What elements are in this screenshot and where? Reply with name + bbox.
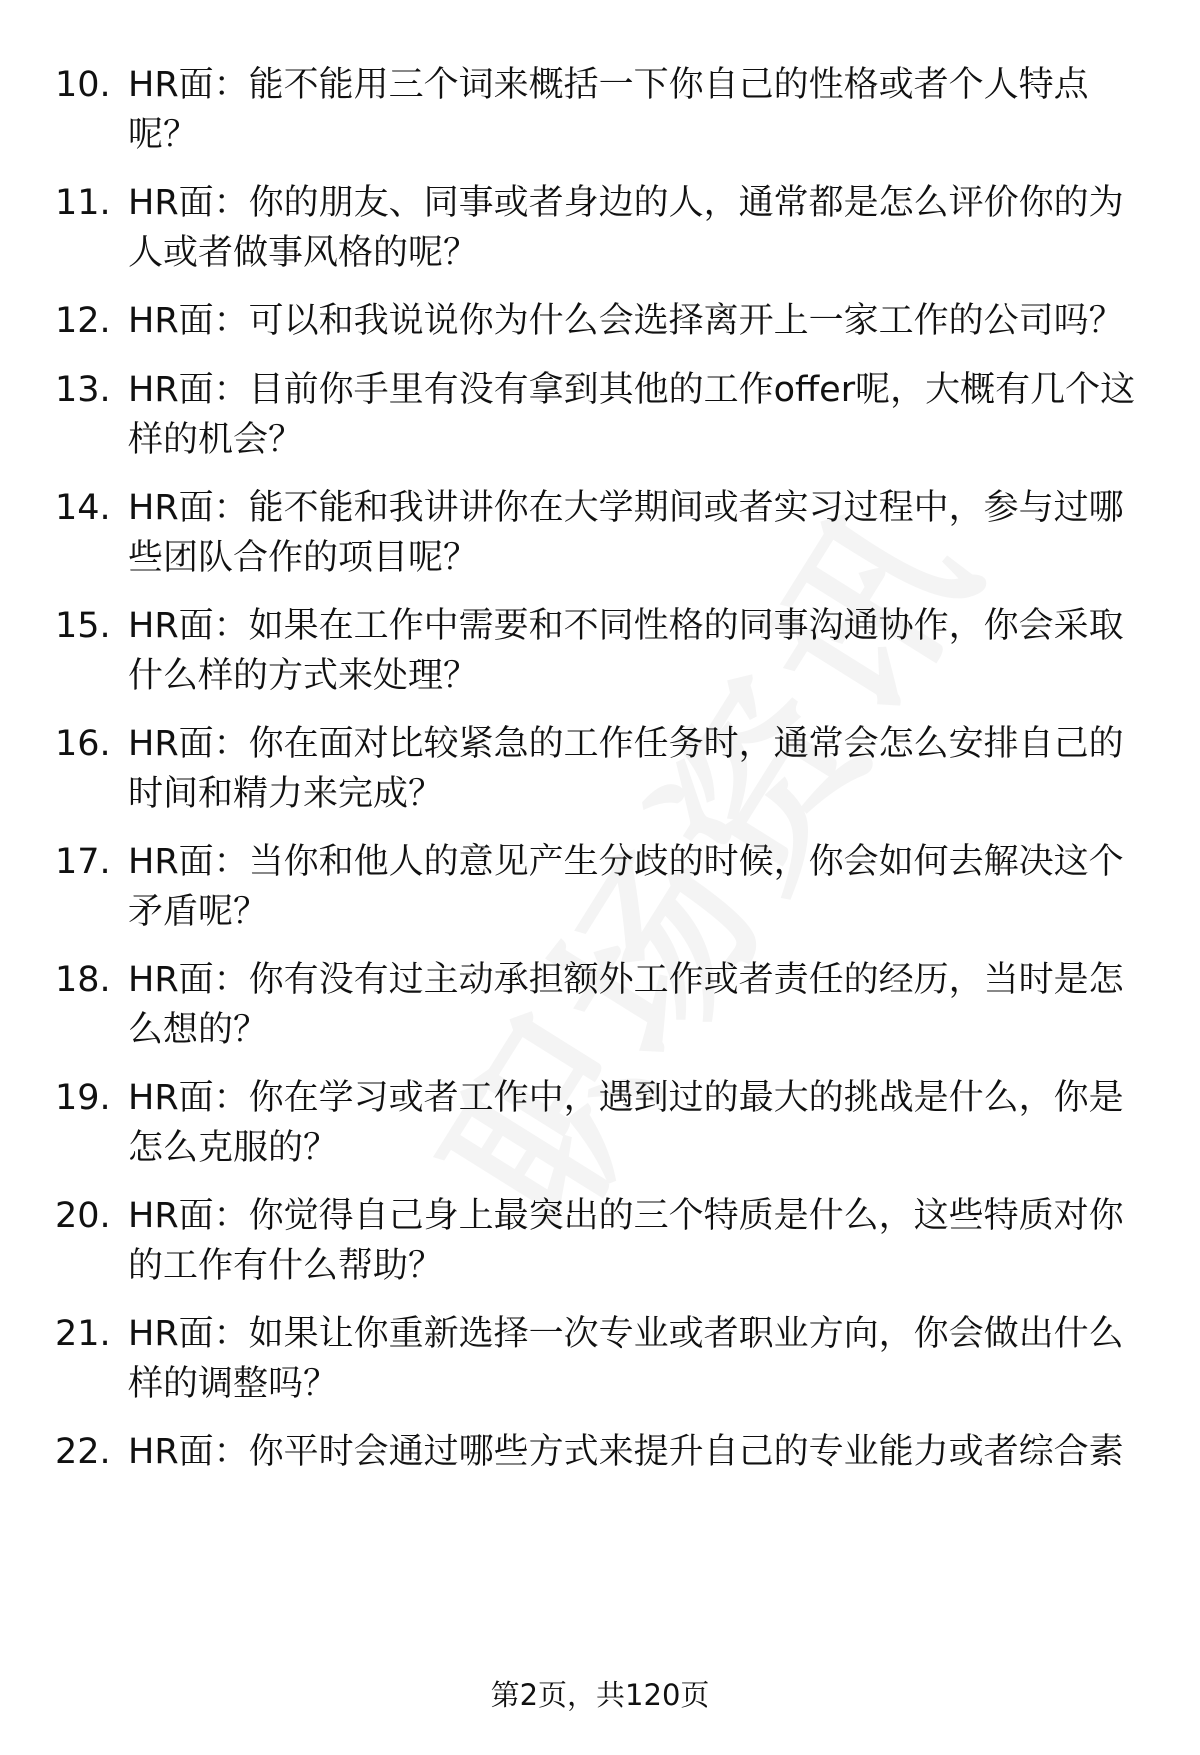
item-text: HR面：你在学习或者工作中，遇到过的最大的挑战是什么，你是怎么克服的？ [128, 1078, 1124, 1168]
item-number: 14. [55, 488, 111, 528]
item-number: 13. [55, 370, 111, 410]
item-text: HR面：可以和我说说你为什么会选择离开上一家工作的公司吗？ [128, 301, 1124, 341]
item-number: 12. [55, 301, 111, 341]
item-text: HR面：你觉得自己身上最突出的三个特质是什么，这些特质对你的工作有什么帮助？ [128, 1196, 1124, 1286]
item-number: 17. [55, 842, 111, 882]
item-text: HR面：你平时会通过哪些方式来提升自己的专业能力或者综合素 [128, 1432, 1124, 1472]
item-number: 11. [55, 183, 111, 223]
item-number: 18. [55, 960, 111, 1000]
item-number: 20. [55, 1196, 111, 1236]
item-text: HR面：如果在工作中需要和不同性格的同事沟通协作，你会采取什么样的方式来处理？ [128, 606, 1124, 696]
item-text: HR面：能不能和我讲讲你在大学期间或者实习过程中，参与过哪些团队合作的项目呢？ [128, 488, 1124, 578]
item-number: 15. [55, 606, 111, 646]
item-number: 16. [55, 724, 111, 764]
item-text: HR面：当你和他人的意见产生分歧的时候，你会如何去解决这个矛盾呢？ [128, 842, 1124, 932]
item-number: 22. [55, 1432, 111, 1472]
item-number: 21. [55, 1314, 111, 1354]
item-number: 10. [55, 65, 111, 105]
item-text: HR面：你有没有过主动承担额外工作或者责任的经历，当时是怎么想的？ [128, 960, 1124, 1050]
item-text: HR面：目前你手里有没有拿到其他的工作offer呢，大概有几个这样的机会？ [128, 370, 1136, 460]
item-text: HR面：你在面对比较紧急的工作任务时，通常会怎么安排自己的时间和精力来完成？ [128, 724, 1124, 814]
item-number: 19. [55, 1078, 111, 1118]
item-text: HR面：你的朋友、同事或者身边的人，通常都是怎么评价你的为人或者做事风格的呢？ [128, 183, 1124, 273]
item-text: HR面：如果让你重新选择一次专业或者职业方向，你会做出什么样的调整吗？ [128, 1314, 1124, 1404]
item-text: HR面：能不能用三个词来概括一下你自己的性格或者个人特点呢？ [128, 65, 1089, 155]
page-footer: 第2页，共120页 [490, 1678, 710, 1712]
